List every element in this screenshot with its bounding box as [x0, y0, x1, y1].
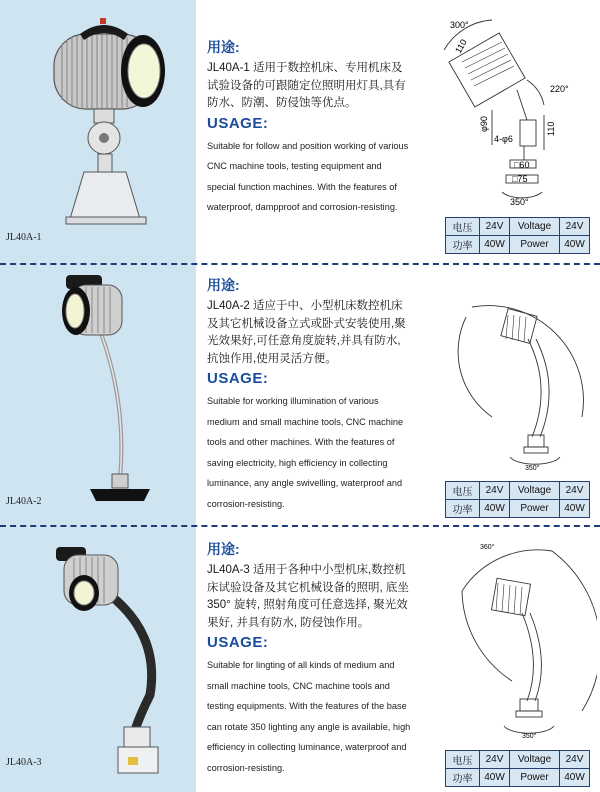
product-section-1: [0, 0, 600, 263]
spec-power: 40W: [480, 500, 510, 518]
spec-voltage: 24V: [480, 751, 510, 769]
spec-power: 40W: [480, 769, 510, 787]
diagram-label: □75: [512, 174, 528, 184]
lamp-photo-2: [40, 269, 170, 519]
diagram-label: 300°: [450, 20, 469, 30]
spec-power-2: 40W: [560, 500, 590, 518]
zh-usage-text-2: JL40A-2 适应于中、小型机床数控机床及其它机械设备立式或卧式安装使用,聚光效果好,可任意角度旋转,并具有防水,抗蚀作用,使用灵活方便。: [207, 300, 406, 365]
en-usage-text-1: Suitable for follow and position working of various CNC machine tools, testing equipment and special function machines. With the features of waterproof, dampproof and corrosion-resisting.: [207, 140, 409, 212]
spec-power-en: Power: [510, 500, 560, 518]
spec-table-2: [445, 481, 590, 518]
text-column-2: [207, 275, 412, 514]
spec-power-en: Power: [510, 236, 560, 254]
dimension-diagram-3: [432, 531, 597, 741]
diagram-label: 350°: [525, 465, 540, 472]
spec-voltage-zh: 电压: [446, 482, 480, 500]
zh-usage-text-1: JL40A-1 适用于数控机床、专用机床及试验设备的可跟随定位照明用灯具,具有防水、防潮、防侵蚀等优点。: [207, 62, 406, 109]
dimension-diagram-1: [432, 10, 597, 208]
zh-usage-heading-3: 用途:: [207, 541, 240, 557]
spec-voltage-2: 24V: [560, 482, 590, 500]
en-usage-heading-2: USAGE:: [207, 370, 269, 387]
spec-voltage-en: Voltage: [510, 751, 560, 769]
text-column-3: [207, 539, 412, 778]
spec-power-2: 40W: [560, 236, 590, 254]
en-usage-heading-3: USAGE:: [207, 634, 269, 651]
diagram-label: 350°: [522, 733, 537, 740]
model-label-1: JL40A-1: [6, 232, 42, 243]
lamp-photo-3: [40, 535, 170, 780]
spec-power-2: 40W: [560, 769, 590, 787]
spec-voltage-zh: 电压: [446, 218, 480, 236]
product-section-3: [0, 525, 600, 792]
diagram-label: φ90: [479, 116, 489, 132]
spec-voltage-zh: 电压: [446, 751, 480, 769]
lamp-photo-1: [40, 14, 170, 229]
spec-table-1: [445, 217, 590, 254]
product-section-2: [0, 263, 600, 525]
spec-power-zh: 功率: [446, 236, 480, 254]
diagram-label: 4-φ6: [494, 134, 513, 144]
spec-voltage-2: 24V: [560, 218, 590, 236]
diagram-label: 220°: [550, 84, 569, 94]
diagram-label: 350°: [510, 197, 529, 207]
spec-voltage-2: 24V: [560, 751, 590, 769]
spec-power: 40W: [480, 236, 510, 254]
text-column-1: [207, 37, 412, 218]
model-label-2: JL40A-2: [6, 496, 42, 507]
diagram-label: □60: [514, 160, 530, 170]
spec-power-en: Power: [510, 769, 560, 787]
spec-voltage: 24V: [480, 218, 510, 236]
en-usage-text-3: Suitable for lingting of all kinds of medium and small machine tools, CNC machine tools and testing equipments. With the features of the base can rotate 350 lighting any angle is available, high efficiency in collecting luminance, waterproof and corrosion-resisting.: [207, 660, 411, 773]
spec-power-zh: 功率: [446, 500, 480, 518]
diagram-label: 110: [546, 121, 556, 136]
dimension-diagram-2: [432, 267, 597, 472]
en-usage-heading-1: USAGE:: [207, 114, 269, 132]
diagram-label: 360°: [480, 544, 495, 551]
spec-voltage: 24V: [480, 482, 510, 500]
spec-table-3: [445, 750, 590, 787]
en-usage-text-2: Suitable for working illumination of various medium and small machine tools, CNC machine tools and other machines. With the features of saving electricity, high efficiency in collecting luminance, any angle swivelling, waterproof and corrosion-resisting.: [207, 396, 404, 509]
spec-voltage-en: Voltage: [510, 482, 560, 500]
zh-usage-heading-1: 用途:: [207, 39, 240, 55]
diagram-label: 110: [453, 37, 469, 55]
zh-usage-text-3: JL40A-3 适用于各种中小型机床,数控机床试验设备及其它机械设备的照明, 底坐350° 旋转, 照射角度可任意选择, 聚光效果好, 并具有防水, 防侵蚀作用。: [207, 564, 409, 629]
spec-power-zh: 功率: [446, 769, 480, 787]
spec-voltage-en: Voltage: [510, 218, 560, 236]
model-label-3: JL40A-3: [6, 757, 42, 768]
zh-usage-heading-2: 用途:: [207, 277, 240, 293]
